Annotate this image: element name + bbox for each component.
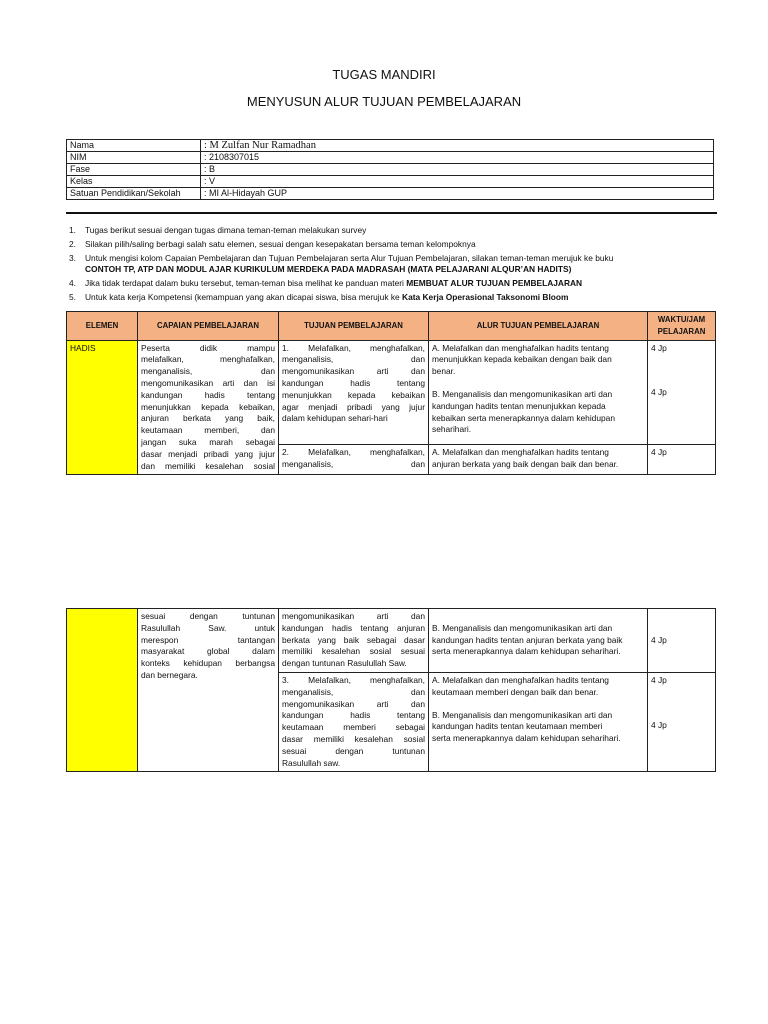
instruction-text: Silakan pilih/saling berbagi salah satu elemen, sesuai dengan kesepakatan bersama teman kelompoknya (85, 238, 476, 249)
tp-line: agar menjadi pribadi yang jujur (282, 401, 425, 412)
tp-line: dengan tuntunan Rasulullah Saw. (282, 658, 407, 669)
identity-label: Nama (67, 140, 201, 152)
header-waktu-line1: WAKTU/JAM (657, 315, 706, 324)
identity-value: : 2108307015 (201, 152, 714, 164)
atp-line: A. Melafalkan dan menghafalkan hadits tentang (432, 342, 609, 353)
cp-line: melafalkan, menghafalkan, (141, 354, 275, 365)
tp-line: kandungan hadis tentang anjuran (282, 622, 425, 633)
atp-line: serta menerapkannya dalam kehidupan seharihari. (432, 646, 621, 657)
instruction-book-title: CONTOH TP, ATP DAN MODUL AJAR KURIKULUM MERDEKA PADA MADRASAH (MATA PELAJARANI ALQUR’AN HADITS) (85, 264, 572, 275)
identity-label: Fase (67, 164, 201, 176)
cp-line: dan bernegara. (141, 669, 198, 680)
atp-line: kandungan hadits tentan keutamaan memberi (432, 721, 603, 732)
instruction-item: 1. Tugas berikut sesuai dengan tugas dimana teman-teman melakukan survey (69, 225, 367, 235)
tp-line: sesuai dengan tuntunan (282, 745, 425, 756)
identity-row-nama (67, 140, 714, 152)
header-waktu (648, 312, 716, 341)
alur-cell-2a (429, 445, 648, 475)
identity-label: NIM (67, 152, 201, 164)
tp-line: mengomunikasikan arti dan (282, 366, 425, 377)
tujuan-cell-2 (279, 445, 429, 475)
cp-line: konteks kehidupan berbangsa (141, 658, 275, 669)
divider-rule (66, 212, 717, 214)
identity-row-sekolah (67, 188, 714, 200)
alur-cell-1 (429, 340, 648, 444)
jp-value: 4 Jp (651, 634, 667, 645)
alur-cell-3 (429, 672, 648, 771)
cp-line: sesuai dengan tuntunan (141, 611, 275, 621)
waktu-cell-2b (648, 609, 716, 673)
identity-label: Satuan Pendidikan/Sekolah (67, 188, 201, 200)
jp-value: 4 Jp (651, 447, 667, 458)
instruction-item: 2. Silakan pilih/saling berbagi salah satu elemen, sesuai dengan kesepakatan bersama teman kelompoknya (69, 238, 476, 249)
tp-line: kandungan hadis tentang (282, 377, 425, 388)
identity-value: : B (201, 164, 714, 176)
jp-value: 4 Jp (651, 387, 667, 398)
cp-line: kandungan hadis tentang (141, 389, 275, 400)
atp-line: B. Menganalisis dan mengomunikasikan arti dan (432, 388, 613, 399)
cp-line: menunjukkan kepada kebaikan, (141, 401, 275, 412)
atp-line: anjuran berkata yang baik dengan baik dan benar. (432, 458, 619, 469)
atp-table-part1 (66, 311, 716, 475)
tujuan-cell-1 (279, 340, 429, 444)
instruction-list (66, 225, 726, 306)
cp-line: mengomunikasikan arti dan isi (141, 377, 275, 388)
atp-line: B. Menganalisis dan mengomunikasikan arti dan (432, 622, 613, 633)
tp-line: mengomunikasikan arti dan (282, 698, 425, 709)
table-row (67, 340, 716, 444)
instruction-item: 3. Untuk mengisi kolom Capaian Pembelajaran dan Tujuan Pembelajaran serta Alur Tujuan Pembelajaran, silakan teman-teman merujuk ke buku CONTOH TP, ATP DAN MODUL AJAR KURIKULUM MERDEKA PADA MADRASAH (MATA PELAJARANI ALQUR’AN HADITS) (69, 252, 614, 275)
cp-line: Peserta didik mampu (141, 342, 275, 353)
atp-table-part2 (66, 608, 716, 772)
header-elemen: ELEMEN (67, 312, 138, 341)
atp-line: benar. (432, 366, 456, 377)
table-row (67, 609, 716, 673)
tp-line: memiliki kesalehan sosial sesuai (282, 646, 425, 657)
identity-row-kelas (67, 176, 714, 188)
waktu-cell-1 (648, 340, 716, 444)
instruction-text: Jika tidak terdapat dalam buku tersebut, teman-teman bisa melihat ke panduan materi (85, 278, 407, 289)
cp-line: dasar menjadi pribadi yang jujur (141, 448, 275, 459)
cp-line: keutamaan memberi, dan (141, 425, 275, 436)
elemen-cell: HADIS (67, 340, 138, 475)
tujuan-cell-3 (279, 672, 429, 771)
atp-line: A. Melafalkan dan menghafalkan hadits tentang (432, 674, 609, 685)
identity-row-nim (67, 152, 714, 164)
identity-row-fase (67, 164, 714, 176)
tp-line: dalam kehidupan sehari-hari (282, 413, 388, 424)
atp-line: kebaikan serta menerapkannya dalam kehidupan (432, 412, 615, 423)
cp-line: masyarakat global dalam (141, 646, 275, 657)
cp-line: jangan suka marah sebagai (141, 436, 275, 447)
tp-line: kandungan hadis tentang (282, 710, 425, 721)
tp-line: menganalisis, dan (282, 686, 425, 697)
waktu-cell-3 (648, 672, 716, 771)
tp-line: menganalisis, dan (282, 354, 425, 365)
document-title: TUGAS MANDIRI (332, 67, 436, 82)
identity-value: : M Zulfan Nur Ramadhan (201, 140, 714, 152)
header-waktu-line2: PELAJARAN (657, 326, 706, 336)
atp-line: A. Melafalkan dan menghafalkan hadits tentang (432, 447, 609, 458)
atp-line: seharihari. (432, 424, 472, 435)
jp-value: 4 Jp (651, 342, 667, 353)
tp-line: berkata yang baik sebagai dasar (282, 634, 425, 645)
identity-label: Kelas (67, 176, 201, 188)
tp-line: 3. Melafalkan, menghafalkan, (282, 674, 425, 685)
waktu-cell-2a (648, 445, 716, 475)
atp-line: serta menerapkannya dalam kehidupan seharihari. (432, 733, 621, 744)
cp-line: dan memiliki kesalehan sosial (141, 460, 275, 471)
cp-line: menganalisis, dan (141, 366, 275, 377)
header-capaian: CAPAIAN PEMBELAJARAN (138, 312, 279, 341)
atp-line: keutamaan memberi dengan baik dan benar. (432, 686, 599, 697)
identity-value: : MI Al-Hidayah GUP (201, 188, 714, 200)
tp-line: menganalisis, dan (282, 458, 425, 469)
tp-line: dasar memiliki kesalehan sosial (282, 733, 425, 744)
header-alur: ALUR TUJUAN PEMBELAJARAN (429, 312, 648, 341)
instruction-text: Tugas berikut sesuai dengan tugas dimana teman-teman melakukan survey (85, 225, 367, 235)
tp-line: mengomunikasikan arti dan (282, 611, 425, 621)
tujuan-cell-2-continued (279, 609, 429, 673)
atp-line: B. Menganalisis dan mengomunikasikan arti dan (432, 709, 613, 720)
alur-cell-2b (429, 609, 648, 673)
capaian-cell-continued (138, 609, 279, 772)
tp-line: 1. Melafalkan, menghafalkan, (282, 342, 425, 353)
capaian-cell (138, 340, 279, 475)
identity-value: : V (201, 176, 714, 188)
instruction-text: Untuk mengisi kolom Capaian Pembelajaran dan Tujuan Pembelajaran serta Alur Tujuan Pembelajaran, silakan teman-teman merujuk ke buku (85, 252, 614, 263)
header-tujuan: TUJUAN PEMBELAJARAN (279, 312, 429, 341)
instruction-emphasis: Kata Kerja Operasional Taksonomi Bloom (402, 292, 569, 303)
cp-line: merespon tantangan (141, 634, 275, 645)
atp-line: menunjukkan kepada kebaikan dengan baik dan (432, 354, 612, 365)
instruction-text: Untuk kata kerja Kompetensi (kemampuan yang akan dicapai siswa, bisa merujuk ke (85, 292, 403, 303)
instruction-emphasis: MEMBUAT ALUR TUJUAN PEMBELAJARAN (406, 278, 583, 289)
table-header-row (67, 312, 716, 341)
instruction-item: 4. Jika tidak terdapat dalam buku tersebut, teman-teman bisa melihat ke panduan materi MEMBUAT ALUR TUJUAN PEMBELAJARAN (69, 278, 583, 289)
cp-line: anjuran berkata yang baik, (141, 413, 275, 424)
cp-line: Rasulullah Saw. untuk (141, 622, 275, 633)
atp-line: kandungan hadits tentan anjuran berkata yang baik (432, 634, 623, 645)
tp-line: 2. Melafalkan, menghafalkan, (282, 447, 425, 458)
tp-line: menunjukkan kepada kebaikan (282, 389, 425, 400)
identity-table (66, 139, 714, 200)
jp-value: 4 Jp (651, 719, 667, 730)
document-subtitle: MENYUSUN ALUR TUJUAN PEMBELAJARAN (246, 94, 522, 109)
tp-line: keutamaan memberi sebagai (282, 722, 425, 733)
tp-line: Rasulullah saw. (282, 757, 341, 768)
atp-line: kandungan hadits tentan menunjukkan kepada (432, 400, 606, 411)
jp-value: 4 Jp (651, 674, 667, 685)
instruction-item: 5. Untuk kata kerja Kompetensi (kemampuan yang akan dicapai siswa, bisa merujuk ke Kata Kerja Operasional Taksonomi Bloom (69, 292, 569, 303)
elemen-cell-continued (67, 609, 138, 772)
